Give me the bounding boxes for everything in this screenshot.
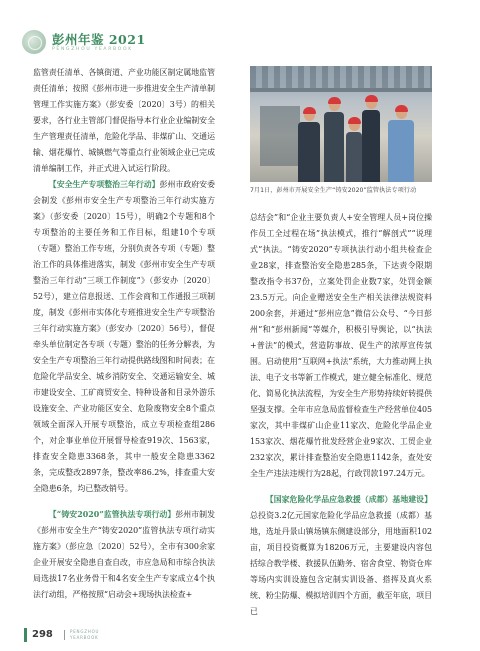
yearbook-subtitle: PENGZHOU YEARBOOK — [52, 47, 133, 52]
page-number: 298 — [32, 629, 53, 640]
section-body: 彭州市政府安委会制发《彭州市安全生产专项整治三年行动实施方案》（彭安委〔2020〕15号），明确2个专题和8个专项整治的主要任务和工作目标，组建10个专项（专题）整治工作专班，分别负责各专项（专题）整治工作的具体推进落实，制发《彭州市安全生产专项整治三年行动“三项工作制度”》（彭安办〔2020〕52号），建立信息报送、工作会商和工作通报三项制度，制发《彭州市实体化专班推进安全生产专项整治三年行动实施方案》（彭安办〔2020〕56号），督促牵头单位制定各专项（专题）整治的任务分解表，为安全生产专项整治三年行动提供路线图和时间表；在危险化学品安全、城乡消防安全、交通运输安全、城市建设安全、工矿商贸安全、特种设备和目录外游乐设施安全、产业功能区安全、危险废物安全8个重点领域全面深入开展专项整治，成立专项检查组286个，对企事业单位开展督导检查919次、1563家，排查安全隐患3368条，其中一般安全隐患3362条，完成整改2897条，整改率86.2%，排查重大安全隐患6条，均已整改销号。 — [33, 180, 215, 493]
section-title: 【“铸安2020”监管执法专项行动】 — [48, 510, 176, 519]
page-header — [0, 0, 480, 62]
text-column-right — [250, 210, 432, 620]
paragraph-continued: 总结会”和“企业主要负责人+安全管理人员+岗位操作员工全过程在场”执法模式，推行“解剖式”“说理式”执法。“铸安2020”专项执法行动小组共检查企业28家，排查整治安全隐患285条，下达责令限期整改指令书37份，立案处罚企业数7家，处罚金额23.5万元。向企业赠送安全生产相关法律法规资料200余套，并通过“彭州应急”微信公众号、“今日彭州”和“彭州新闻”等媒介，积极引导舆论，以“执法+普法”的模式，营造防事故、促生产的浓厚宣传氛围。启动使用“互联网+执法”系统，大力推动网上执法、电子文书等新工作模式，建立健全标准化、规范化、简易化执法流程，为安全生产形势持续好转提供坚强支撑。全年市应急局监督检查生产经营单位405家次，其中非煤矿山企业11家次、危险化学品企业153家次、烟花爆竹批发经营企业9家次、工贸企业232家次，累计排查整治安全隐患1142条，查处安全生产违法违规行为28起，行政罚款197.24万元。 — [250, 213, 432, 478]
section-three-year-action — [33, 177, 215, 497]
inspection-photo — [250, 66, 432, 182]
yearbook-logo-icon — [22, 30, 46, 54]
photo-caption: 7月1日，彭州市开展安全生产“铸安2020”监管执法专项行动 — [250, 187, 417, 194]
section-body: 总投资3.2亿元国家危险化学品应急救援（成都）基地，选址丹景山镇场镇东侧建设部分，用地面积102亩，项目投资概算为18206万元，主要建设内容包括综合教学楼、救援队伍勤务、宿舍食堂、物资仓库等场内实训设施包含定制实训设备、搭挥及真火系统、粉尘防爆、模拟培训四个方面，截至年底，项目已 — [250, 511, 432, 616]
paragraph-continued: 监管责任清单、各镇街道、产业功能区制定属地监管责任清单；按照《彭州市进一步推进安全生产清单制管理工作实施方案》（彭安委〔2020〕3号）的相关要求，各行业主管部门督促指导本行业企业编制安全生产管理责任清单，危险化学品、非煤矿山、交通运输、烟花爆竹、城镇燃气等重点行业领域企业已完成清单编制工作，并正式进入试运行阶段。 — [33, 68, 215, 173]
text-column-left — [33, 65, 215, 603]
section-zhuan-2020 — [33, 507, 215, 603]
section-title: 【安全生产专项整治三年行动】 — [48, 180, 160, 189]
section-body: 彭州市制发《彭州市安全生产“铸安2020”监管执法专项行动实施方案》（彭应急〔2020〕52号），全市有300余家企业开展安全隐患自查自改，市应急局和市综合执法局选拔17名业务骨干和4名安全生产专家成立4个执法行动组，严格按照“启动会+现场执法检查+ — [33, 510, 215, 599]
page-footer — [24, 628, 224, 642]
footer-accent-bar — [24, 628, 27, 642]
section-emergency-base — [250, 492, 432, 620]
footer-brand: PENGZHOU YEARBOOK — [70, 629, 100, 640]
section-title: 【国家危险化学品应急救援（成都）基地建设】 — [265, 495, 432, 504]
yearbook-title: 彭州年鉴 2021 — [52, 32, 146, 47]
